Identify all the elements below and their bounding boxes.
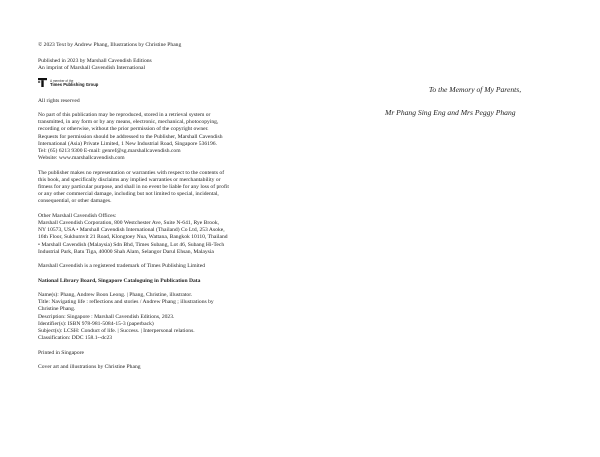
dedication-line-2: Mr Phang Sing Eng and Mrs Peggy Phang bbox=[385, 108, 516, 117]
text-line: Subject(s): LCSH: Conduct of life. | Success. | Interpersonal relations. bbox=[38, 328, 195, 335]
trademark-line: Marshall Cavendish is a registered trademark of Times Publishing Limited bbox=[38, 263, 206, 270]
text-line: Classification: DDC 158.1--dc23 bbox=[38, 335, 113, 342]
dedication-page bbox=[372, 85, 562, 117]
imprint-line: An imprint of Marshall Cavendish International bbox=[38, 65, 146, 72]
logo-member-text: A member of the bbox=[50, 78, 74, 83]
text-line: Other Marshall Cavendish Offices: bbox=[38, 212, 117, 219]
cover-credit: Cover art and illustrations by Christine Phang bbox=[38, 364, 141, 370]
text-line: Tel: (65) 6213 9300 E-mail: genref@sg.marshallcavendish.com bbox=[38, 148, 181, 155]
text-line: Identifier(s): ISBN 978-981-5084-15-3 (paperback) bbox=[38, 320, 154, 327]
disclaimer-paragraph bbox=[38, 170, 288, 206]
text-line: The publisher makes no representation or warranties with respect to the contents of bbox=[38, 169, 225, 176]
text-line: No part of this publication may be reproduced, stored in a retrieval system or bbox=[38, 112, 211, 118]
text-line: Marshall Cavendish Corporation, 800 Westchester Ave, Suite N-641, Rye Brook, bbox=[38, 220, 220, 227]
text-line: • Marshall Cavendish (Malaysia) Sdn Bhd, Times Subang, Lot 46, Subang Hi-Tech bbox=[38, 241, 225, 248]
text-line: consequential, or other damages. bbox=[38, 198, 112, 205]
published-line: Published in 2023 by Marshall Cavendish Editions bbox=[38, 58, 152, 65]
text-line: International (Asia) Private Limited, 1 New Industrial Road, Singapore 536196. bbox=[38, 140, 217, 147]
publisher-logo bbox=[38, 77, 288, 89]
text-line: fitness for any particular purpose, and shall in no event be liable for any loss of profit bbox=[38, 184, 229, 191]
copyright-line: © 2023 Text by Andrew Phang, Illustrations by Christine Phang bbox=[38, 42, 182, 48]
text-line: NY 10573, USA • Marshall Cavendish International (Thailand) Co Ltd, 253 Asoke, bbox=[38, 227, 225, 234]
copyright-page bbox=[38, 42, 288, 371]
text-line: Christine Phang. bbox=[38, 306, 76, 313]
text-line: Industrial Park, Batu Tiga, 40000 Shah Alam, Selangor Darul Ehsan, Malaysia bbox=[38, 248, 214, 255]
text-line: transmitted, in any form or by any means, electronic, mechanical, photocopying, bbox=[38, 119, 219, 126]
logo-group-name: Times Publishing Group bbox=[50, 81, 99, 87]
text-line: Website: www.marshallcavendish.com bbox=[38, 155, 125, 162]
nlb-heading: National Library Board, Singapore Cataloguing in Publication Data bbox=[38, 277, 201, 284]
dedication-line-1: To the Memory of My Parents, bbox=[428, 85, 522, 94]
rights-reserved: All rights reserved bbox=[38, 97, 80, 104]
text-line: Description: Singapore : Marshall Cavendish Editions, 2023. bbox=[38, 313, 175, 320]
times-publishing-logo-icon bbox=[38, 78, 47, 87]
text-line: Name(s): Phang, Andrew Boon Leong. | Phang, Christine, illustrator. bbox=[38, 292, 193, 298]
rights-paragraph bbox=[38, 112, 288, 162]
text-line: Requests for permission should be addressed to the Publisher, Marshall Cavendish bbox=[38, 133, 223, 140]
text-line: this book, and specifically disclaims any implied warranties or merchantability or bbox=[38, 176, 221, 183]
catalogue-data bbox=[38, 292, 288, 342]
printed-line: Printed in Singapore bbox=[38, 349, 84, 356]
offices-paragraph bbox=[38, 213, 288, 256]
text-line: or any other commercial damage, including but not limited to special, incidental, bbox=[38, 191, 219, 198]
text-line: recording or otherwise, without the prior permission of the copyright owner. bbox=[38, 126, 209, 133]
text-line: Title: Navigating life : reflections and stories / Andrew Phang ; illustrations by bbox=[38, 299, 214, 306]
text-line: 16th Floor, Sukhumvit 21 Road, Klongtoey Nua, Wattana, Bangkok 10110, Thailand bbox=[38, 234, 228, 241]
